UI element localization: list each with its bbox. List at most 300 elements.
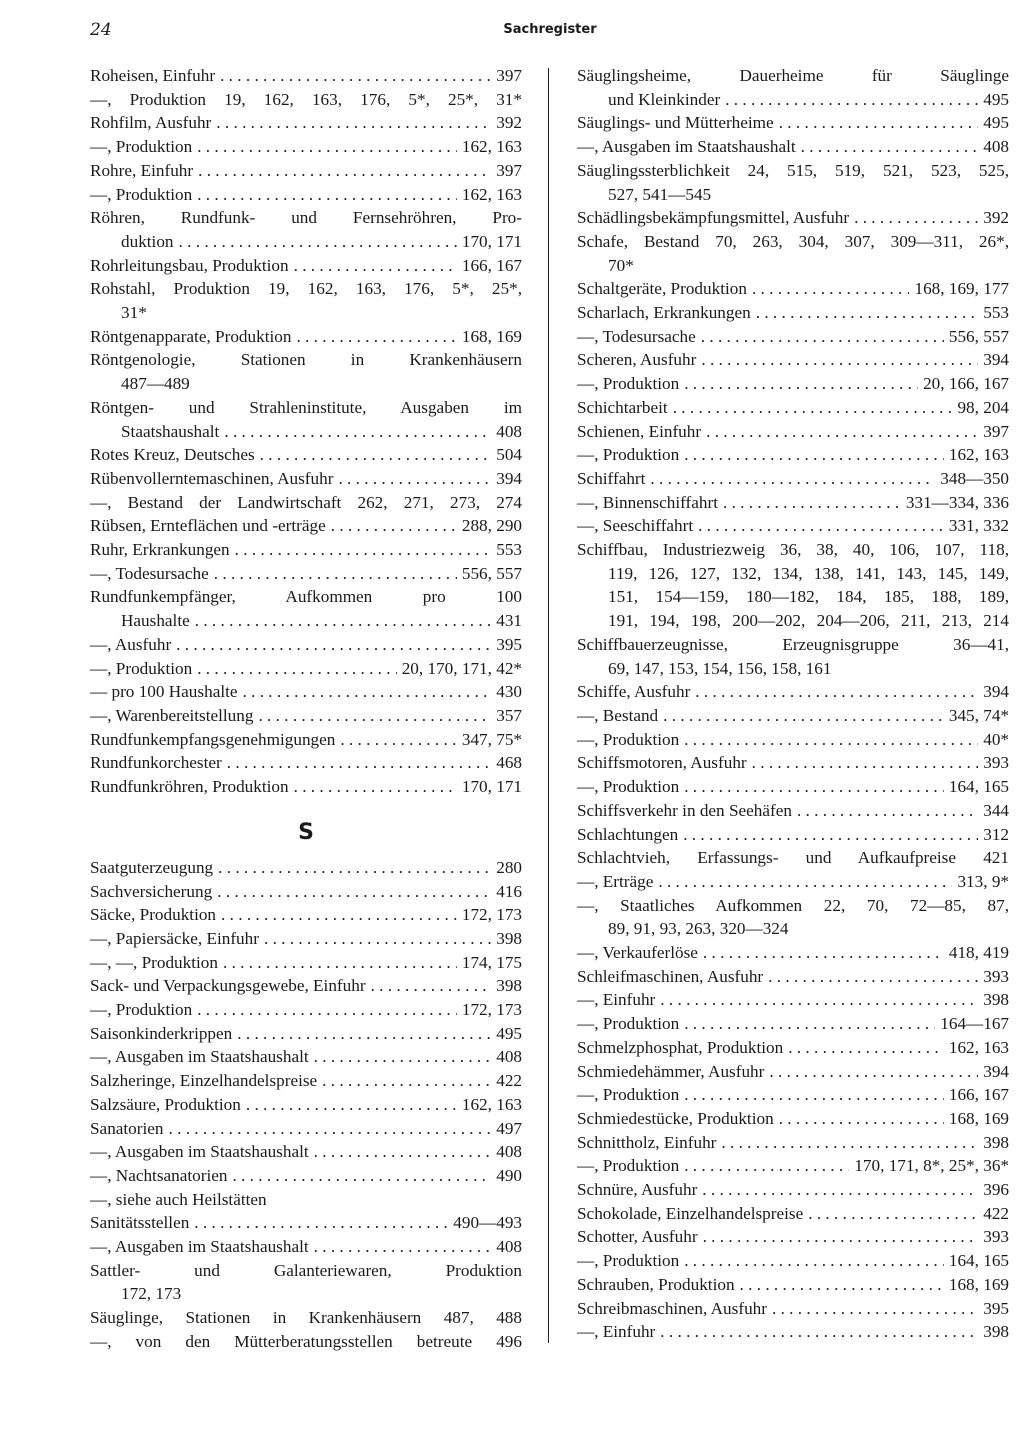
leader-dots (684, 443, 944, 467)
leader-dots (684, 1012, 935, 1036)
leader-dots (756, 301, 979, 325)
entry-term: —, Produktion (90, 137, 193, 157)
entry-term: —, Produktion (90, 1000, 193, 1020)
entry-pages: 168, 169, 177 (914, 279, 1009, 299)
entry-line (577, 1107, 1009, 1131)
entry-term: Sattler- und Galanteriewaren, Produktion (90, 1260, 522, 1280)
entry-pages: 172, 173 (461, 905, 522, 925)
entry-line (90, 467, 522, 491)
index-entry (90, 467, 522, 491)
entry-pages: 313, 9* (957, 871, 1009, 891)
index-list-right (577, 64, 1009, 1344)
entry-line (90, 1140, 522, 1164)
entry-term: Sachversicherung (90, 881, 213, 901)
leader-dots (258, 704, 491, 728)
entry-pages: 395 (496, 634, 522, 654)
leader-dots (260, 443, 492, 467)
entry-line (90, 1093, 522, 1117)
entry-term: Salzheringe, Einzelhandelspreise (90, 1071, 318, 1091)
entry-term: Schnüre, Ausfuhr (577, 1180, 698, 1200)
leader-dots (169, 1117, 492, 1141)
entry-line (90, 183, 522, 207)
entry-pages: 495 (983, 89, 1009, 109)
index-entry (90, 927, 522, 951)
entry-pages: 347, 75* (461, 729, 522, 749)
index-entry (90, 680, 522, 704)
entry-term: Säuglingssterblichkeit 24, 515, 519, 521, 523, 525, (577, 160, 1009, 180)
entry-term: Schleifmaschinen, Ausfuhr (577, 966, 764, 986)
index-entry (90, 974, 522, 998)
entry-term: —, Produktion (577, 1014, 680, 1034)
entry-term: Schlachtungen (577, 824, 679, 844)
entry-line (577, 917, 1009, 941)
index-entry (90, 657, 522, 681)
entry-line (577, 1036, 1009, 1060)
index-entry (90, 396, 522, 443)
leader-dots (195, 609, 491, 633)
index-entry (90, 111, 522, 135)
entry-line (90, 301, 522, 325)
leader-dots (340, 728, 456, 752)
entry-term: —, Produktion (577, 777, 680, 797)
entry-term: Rundfunkempfänger, Aufkommen pro 100 (90, 587, 522, 607)
leader-dots (338, 467, 491, 491)
entry-line (90, 538, 522, 562)
entry-term: Rundfunkempfangsgenehmigungen (90, 729, 336, 749)
entry-continuation: 151, 154—159, 180—182, 184, 185, 188, 189, (608, 587, 1009, 607)
entry-continuation: Haushalte (121, 611, 190, 631)
index-entry (577, 396, 1009, 420)
entry-line (577, 467, 1009, 491)
leader-dots (227, 751, 491, 775)
entry-term: Sanitätsstellen (90, 1213, 190, 1233)
entry-pages: 408 (496, 1237, 522, 1257)
index-entry (90, 880, 522, 904)
entry-pages: 162, 163 (948, 1037, 1009, 1057)
entry-pages: 162, 163 (461, 1094, 522, 1114)
page-number: 24 (90, 20, 112, 40)
entry-term: Schafe, Bestand 70, 263, 304, 307, 309—311, 26*, (577, 231, 1009, 251)
leader-dots (246, 1093, 457, 1117)
leader-dots (294, 775, 457, 799)
index-entry (90, 998, 522, 1022)
index-entry (577, 680, 1009, 704)
entry-pages: 398 (983, 990, 1009, 1010)
entry-pages: 398 (983, 1322, 1009, 1342)
leader-dots (650, 467, 935, 491)
entry-line (577, 443, 1009, 467)
leader-dots (197, 998, 457, 1022)
entry-line (90, 135, 522, 159)
entry-pages: 408 (983, 137, 1009, 157)
entry-term: —, Warenbereitstellung (90, 705, 254, 725)
entry-continuation: duktion (121, 231, 174, 251)
entry-pages: 408 (496, 1047, 522, 1067)
leader-dots (684, 775, 944, 799)
entry-line (90, 111, 522, 135)
entry-line (90, 1330, 522, 1354)
entry-line (90, 974, 522, 998)
entry-term: Schiffbauerzeugnisse, Erzeugnisgruppe 36—41, (577, 634, 1009, 654)
entry-term: Rohre, Einfuhr (90, 160, 194, 180)
entry-term: Schnittholz, Einfuhr (577, 1132, 717, 1152)
leader-dots (684, 1249, 944, 1273)
entry-term: Schmiedehämmer, Ausfuhr (577, 1061, 765, 1081)
leader-dots (701, 348, 978, 372)
entry-term: Rübsen, Ernteflächen und -erträge (90, 516, 326, 536)
index-entry (90, 751, 522, 775)
leader-dots (779, 111, 979, 135)
entry-term: Säuglings- und Mütterheime (577, 113, 774, 133)
index-entry (577, 443, 1009, 467)
entry-pages: 490—493 (453, 1213, 522, 1233)
entry-line (90, 562, 522, 586)
entry-line (577, 680, 1009, 704)
entry-pages: 490 (496, 1165, 522, 1185)
entry-term: — pro 100 Haushalte (90, 682, 238, 702)
entry-term: Saisonkinderkrippen (90, 1023, 233, 1043)
entry-term: Roheisen, Einfuhr (90, 66, 216, 85)
leader-dots (294, 254, 457, 278)
index-entry (90, 1188, 522, 1212)
entry-line (90, 998, 522, 1022)
entry-continuation: 70* (608, 255, 634, 275)
entry-line (577, 988, 1009, 1012)
index-entry (577, 1107, 1009, 1131)
entry-continuation: und Kleinkinder (608, 89, 721, 109)
entry-pages: 408 (496, 421, 522, 441)
entry-line (577, 823, 1009, 847)
entry-term: —, Einfuhr (577, 1322, 656, 1342)
index-entry (577, 372, 1009, 396)
entry-line (577, 585, 1009, 609)
index-entry (90, 159, 522, 183)
entry-line (577, 1249, 1009, 1273)
leader-dots (214, 562, 457, 586)
entry-line (90, 903, 522, 927)
entry-line (577, 704, 1009, 728)
entry-line (90, 1211, 522, 1235)
leader-dots (197, 657, 397, 681)
entry-pages: 164, 165 (948, 777, 1009, 797)
entry-line (90, 775, 522, 799)
entry-line (577, 514, 1009, 538)
entry-term: Säuglingsheime, Dauerheime für Säuglinge (577, 66, 1009, 85)
leader-dots (235, 538, 492, 562)
entry-line (577, 1060, 1009, 1084)
index-column-left (90, 64, 522, 1354)
entry-line (90, 704, 522, 728)
entry-pages: 553 (983, 303, 1009, 323)
index-entry (90, 728, 522, 752)
entry-line (90, 159, 522, 183)
entry-term: Schmiedestücke, Produktion (577, 1108, 774, 1128)
entry-pages: 397 (983, 421, 1009, 441)
entry-line (577, 1012, 1009, 1036)
leader-dots (684, 1083, 944, 1107)
entry-term: Schädlingsbekämpfungsmittel, Ausfuhr (577, 208, 850, 228)
entry-line (577, 183, 1009, 207)
entry-line (577, 846, 1009, 870)
index-entry (577, 633, 1009, 680)
entry-line (90, 1282, 522, 1306)
entry-term: —, Produktion (577, 445, 680, 465)
entry-pages: 162, 163 (461, 137, 522, 157)
entry-pages: 497 (496, 1118, 522, 1138)
entry-line (90, 728, 522, 752)
entry-pages: 398 (496, 928, 522, 948)
index-entry (90, 1117, 522, 1141)
entry-line (577, 159, 1009, 183)
entry-line (577, 775, 1009, 799)
running-head: Sachregister (503, 22, 597, 37)
index-entry (577, 1178, 1009, 1202)
entry-pages: 553 (496, 540, 522, 560)
entry-line (90, 88, 522, 112)
leader-dots (695, 680, 978, 704)
index-entry (577, 1083, 1009, 1107)
entry-term: Schrauben, Produktion (577, 1274, 735, 1294)
index-entry (90, 88, 522, 112)
index-entry (577, 325, 1009, 349)
entry-pages: 431 (496, 611, 522, 631)
leader-dots (197, 135, 457, 159)
entry-line (577, 894, 1009, 918)
entry-line (577, 420, 1009, 444)
index-entry (577, 159, 1009, 206)
entry-line (577, 941, 1009, 965)
entry-term: —, Verkauferlöse (577, 943, 698, 963)
entry-term: Schiffe, Ausfuhr (577, 682, 691, 702)
entry-line (90, 514, 522, 538)
entry-term: Sack- und Verpackungsgewebe, Einfuhr (90, 976, 366, 996)
leader-dots (176, 633, 491, 657)
entry-term: Schiffsverkehr in den Seehäfen (577, 800, 792, 820)
entry-line (90, 633, 522, 657)
entry-term: —, Bestand (577, 705, 659, 725)
index-entry (577, 1060, 1009, 1084)
leader-dots (706, 420, 978, 444)
entry-term: Ruhr, Erkrankungen (90, 540, 230, 560)
entry-line (577, 348, 1009, 372)
entry-line (90, 951, 522, 975)
leader-dots (314, 1235, 492, 1259)
index-entry (577, 1202, 1009, 1226)
entry-pages: 20, 166, 167 (923, 374, 1009, 394)
entry-term: Schokolade, Einzelhandelspreise (577, 1203, 804, 1223)
entry-term: —, Binnenschiffahrt (577, 492, 718, 512)
entry-pages: 164—167 (940, 1014, 1009, 1034)
entry-pages: 348—350 (940, 468, 1009, 488)
entry-pages: 331, 332 (948, 516, 1009, 536)
entry-term: —, Erträge (577, 871, 654, 891)
entry-line (577, 301, 1009, 325)
index-entry (577, 799, 1009, 823)
leader-dots (224, 420, 491, 444)
entry-line (577, 799, 1009, 823)
index-entry (577, 64, 1009, 111)
entry-pages: 170, 171 (461, 231, 522, 251)
entry-line (577, 325, 1009, 349)
leader-dots (703, 941, 944, 965)
entry-pages: 288, 290 (461, 516, 522, 536)
entry-continuation: 69, 147, 153, 154, 156, 158, 161 (608, 658, 832, 678)
leader-dots (179, 230, 457, 254)
entry-pages: 166, 167 (461, 255, 522, 275)
index-entry (90, 856, 522, 880)
entry-pages: 170, 171 (461, 777, 522, 797)
entry-pages: 168, 169 (948, 1108, 1009, 1128)
entry-pages: 166, 167 (948, 1085, 1009, 1105)
index-entry (577, 728, 1009, 752)
index-entry (577, 1131, 1009, 1155)
leader-dots (797, 799, 978, 823)
entry-term: —, Ausfuhr (90, 634, 172, 654)
entry-line (90, 1069, 522, 1093)
entry-term: Schiffsmotoren, Ausfuhr (577, 753, 747, 773)
entry-continuation: 487—489 (121, 374, 190, 394)
index-entry (577, 538, 1009, 633)
entry-line (577, 1178, 1009, 1202)
entry-pages: 422 (983, 1203, 1009, 1223)
entry-pages: 556, 557 (948, 326, 1009, 346)
leader-dots (740, 1273, 944, 1297)
entry-line (90, 1045, 522, 1069)
index-entry (90, 538, 522, 562)
entry-line (90, 206, 522, 230)
leader-dots (331, 514, 457, 538)
entry-term: —, Produktion 19, 162, 163, 176, 5*, 25*, 31* (90, 89, 522, 109)
index-column-right (577, 64, 1009, 1344)
entry-term: Röntgenologie, Stationen in Krankenhäusern (90, 350, 522, 370)
leader-dots (217, 880, 491, 904)
entry-pages: 392 (496, 113, 522, 133)
entry-pages: 40* (983, 729, 1009, 749)
entry-continuation: 172, 173 (121, 1284, 182, 1304)
leader-dots (752, 751, 979, 775)
index-entry (90, 1093, 522, 1117)
entry-continuation: 89, 91, 93, 263, 320—324 (608, 919, 789, 939)
entry-pages: 172, 173 (461, 1000, 522, 1020)
entry-term: Scharlach, Erkrankungen (577, 303, 751, 323)
entry-term: Röntgen- und Strahleninstitute, Ausgaben im (90, 397, 522, 417)
entry-line (577, 1131, 1009, 1155)
leader-dots (769, 1060, 978, 1084)
entry-term: —, Ausgaben im Staatshaushalt (90, 1047, 309, 1067)
entry-term: Schiffbau, Industriezweig 36, 38, 40, 106, 107, 118, (577, 540, 1009, 560)
entry-line (577, 751, 1009, 775)
leader-dots (698, 514, 944, 538)
entry-line (90, 609, 522, 633)
entry-pages: 170, 171, 8*, 25*, 36* (854, 1156, 1009, 1176)
entry-term: Schmelzphosphat, Produktion (577, 1037, 784, 1057)
entry-line (577, 372, 1009, 396)
entry-term: —, Produktion (577, 1251, 680, 1271)
entry-term: Schlachtvieh, Erfassungs- und Aufkaufpreise 421 (577, 848, 1009, 868)
index-entry (90, 514, 522, 538)
index-entry (577, 206, 1009, 230)
entry-line (90, 420, 522, 444)
entry-line (90, 64, 522, 88)
leader-dots (220, 64, 491, 88)
index-entry (90, 1211, 522, 1235)
entry-line (90, 680, 522, 704)
entry-line (90, 927, 522, 951)
index-entry (577, 467, 1009, 491)
entry-term: —, siehe auch Heilstätten (90, 1189, 267, 1209)
entry-line (577, 562, 1009, 586)
entry-term: Salzsäure, Produktion (90, 1094, 241, 1114)
entry-line (90, 325, 522, 349)
index-entry (577, 846, 1009, 870)
entry-pages: 504 (496, 445, 522, 465)
entry-pages: 418, 419 (948, 943, 1009, 963)
index-entry (577, 1273, 1009, 1297)
entry-pages: 396 (983, 1180, 1009, 1200)
index-entry (577, 230, 1009, 277)
entry-pages: 398 (496, 976, 522, 996)
entry-term: Rotes Kreuz, Deutsches (90, 445, 255, 465)
entry-term: Schreibmaschinen, Ausfuhr (577, 1298, 767, 1318)
entry-term: Schienen, Einfuhr (577, 421, 702, 441)
index-entry (577, 1036, 1009, 1060)
entry-pages: 162, 163 (461, 184, 522, 204)
leader-dots (725, 88, 978, 112)
entry-line (577, 1320, 1009, 1344)
entry-term: —, Bestand der Landwirtschaft 262, 271, 273, 274 (90, 492, 522, 512)
index-entry (577, 277, 1009, 301)
index-entry (90, 1306, 522, 1330)
leader-dots (752, 277, 910, 301)
entry-term: Rohfilm, Ausfuhr (90, 113, 212, 133)
entry-line (577, 277, 1009, 301)
entry-term: —, —, Produktion (90, 952, 218, 972)
entry-pages: 164, 165 (948, 1251, 1009, 1271)
leader-dots (772, 1297, 978, 1321)
index-entry (577, 1297, 1009, 1321)
entry-line (577, 491, 1009, 515)
index-entry (90, 633, 522, 657)
entry-term: Rundfunkorchester (90, 753, 222, 773)
entry-term: Rohstahl, Produktion 19, 162, 163, 176, 5*, 25*, (90, 279, 522, 299)
leader-dots (658, 870, 952, 894)
leader-dots (801, 135, 979, 159)
entry-line (90, 443, 522, 467)
entry-line (577, 1083, 1009, 1107)
leader-dots (683, 823, 978, 847)
index-entry (577, 491, 1009, 515)
entry-continuation: 31* (121, 303, 147, 323)
index-list-r (90, 64, 522, 799)
index-entry (577, 1225, 1009, 1249)
entry-term: Säcke, Produktion (90, 905, 217, 925)
entry-term: —, Produktion (90, 658, 193, 678)
entry-term: —, von den Mütterberatungsstellen betreute 496 (90, 1331, 522, 1351)
index-entry (577, 775, 1009, 799)
leader-dots (221, 903, 457, 927)
entry-term: Saatguterzeugung (90, 857, 214, 877)
entry-term: Schaltgeräte, Produktion (577, 279, 747, 299)
index-entry (577, 823, 1009, 847)
entry-line (90, 657, 522, 681)
entry-pages: 392 (983, 208, 1009, 228)
leader-dots (721, 1131, 978, 1155)
index-entry (577, 894, 1009, 941)
index-entry (577, 870, 1009, 894)
entry-line (577, 657, 1009, 681)
leader-dots (218, 856, 491, 880)
entry-term: Röhren, Rundfunk- und Fernsehröhren, Pro- (90, 208, 522, 228)
